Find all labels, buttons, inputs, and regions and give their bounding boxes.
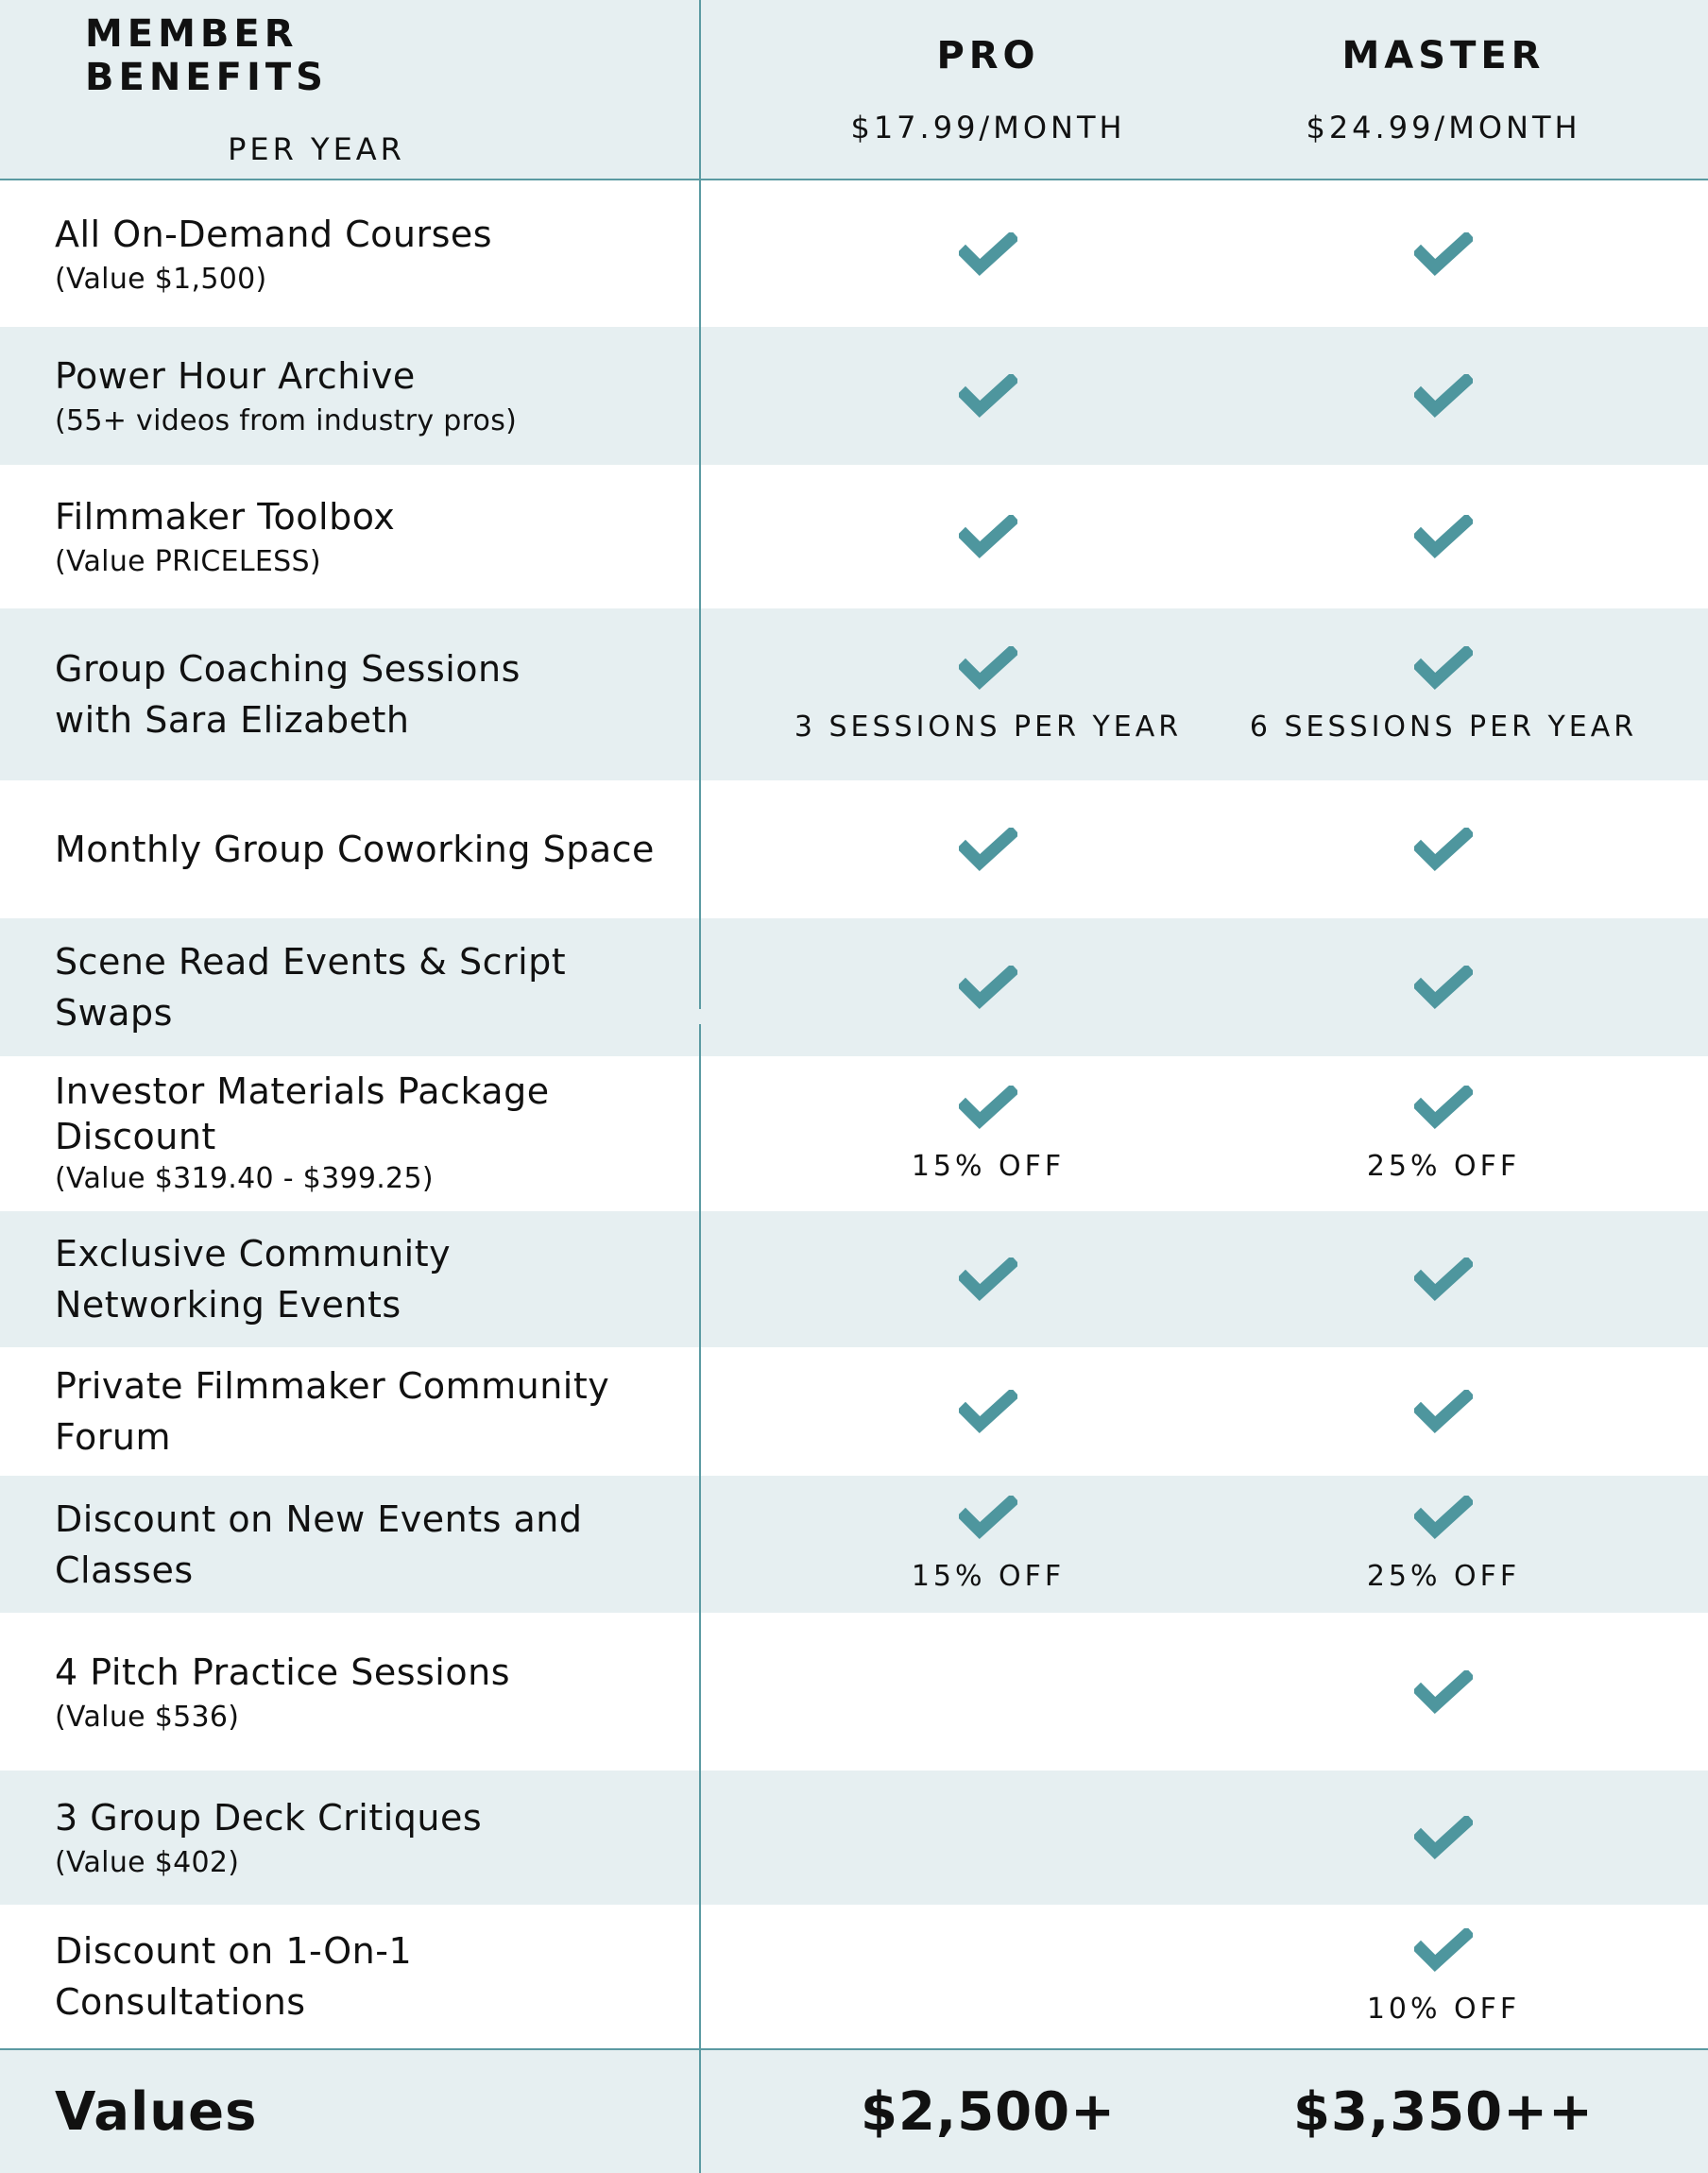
feature-cell xyxy=(55,1476,688,1613)
table-row xyxy=(0,1056,1708,1211)
checkmark-icon xyxy=(1414,374,1473,418)
checkmark-icon xyxy=(1414,1928,1473,1972)
feature-cell xyxy=(55,780,688,918)
master-cell xyxy=(1217,608,1670,780)
feature-title-line: Exclusive Community xyxy=(55,1233,452,1275)
master-value: $3,350++ xyxy=(1293,2080,1594,2143)
master-cell xyxy=(1217,780,1670,918)
pro-note: 3 SESSIONS PER YEAR xyxy=(794,710,1183,744)
pro-cell xyxy=(761,1347,1215,1476)
table-row xyxy=(0,1211,1708,1347)
checkmark-icon xyxy=(959,515,1017,558)
column-divider xyxy=(699,0,701,1009)
feature-title: Monthly Group Coworking Space xyxy=(55,829,655,870)
pro-value-cell xyxy=(761,2050,1215,2173)
feature-title-line: Group Coaching Sessions xyxy=(55,648,521,690)
feature-cell xyxy=(55,1347,688,1476)
values-row xyxy=(0,2050,1708,2173)
feature-subtitle: (Value $319.40 - $399.25) xyxy=(55,1162,434,1195)
master-cell xyxy=(1217,1905,1670,2048)
values-label: Values xyxy=(55,2080,258,2143)
table-row xyxy=(0,918,1708,1056)
pro-price: $17.99/MONTH xyxy=(850,110,1126,145)
table-row xyxy=(0,1613,1708,1771)
pro-cell xyxy=(761,1211,1215,1347)
checkmark-icon xyxy=(1414,966,1473,1009)
benefits-subtitle: PER YEAR xyxy=(228,131,405,167)
feature-title-line: Private Filmmaker Community xyxy=(55,1365,610,1407)
checkmark-icon xyxy=(959,1086,1017,1129)
benefits-header xyxy=(85,0,548,180)
table-row xyxy=(0,1905,1708,2048)
master-value-cell xyxy=(1217,2050,1670,2173)
pro-cell xyxy=(761,180,1215,327)
pro-cell xyxy=(761,780,1215,918)
master-cell xyxy=(1217,1056,1670,1211)
master-cell xyxy=(1217,918,1670,1056)
checkmark-icon xyxy=(1414,515,1473,558)
pro-cell xyxy=(761,1056,1215,1211)
feature-cell xyxy=(55,1771,688,1905)
checkmark-icon xyxy=(1414,232,1473,276)
checkmark-icon xyxy=(959,374,1017,418)
checkmark-icon xyxy=(959,1390,1017,1433)
pro-note: 15% OFF xyxy=(911,1560,1066,1593)
values-label-cell xyxy=(55,2050,688,2173)
checkmark-icon xyxy=(1414,1496,1473,1539)
checkmark-icon xyxy=(1414,1816,1473,1859)
pro-header xyxy=(761,0,1215,180)
feature-subtitle: (Value $536) xyxy=(55,1700,240,1734)
master-cell xyxy=(1217,180,1670,327)
checkmark-icon xyxy=(959,966,1017,1009)
feature-cell xyxy=(55,465,688,608)
table-row xyxy=(0,1347,1708,1476)
master-cell xyxy=(1217,327,1670,465)
benefits-title: MEMBER BENEFITS xyxy=(85,12,328,99)
feature-title: Power Hour Archive xyxy=(55,355,416,397)
checkmark-icon xyxy=(1414,828,1473,871)
pro-cell xyxy=(761,327,1215,465)
checkmark-icon xyxy=(959,1258,1017,1301)
pro-cell xyxy=(761,918,1215,1056)
feature-cell xyxy=(55,608,688,780)
feature-cell xyxy=(55,327,688,465)
feature-title: 3 Group Deck Critiques xyxy=(55,1797,483,1839)
feature-title-line: with Sara Elizabeth xyxy=(55,699,410,741)
feature-title: 4 Pitch Practice Sessions xyxy=(55,1651,510,1693)
checkmark-icon xyxy=(959,828,1017,871)
checkmark-icon xyxy=(1414,1670,1473,1714)
master-note: 25% OFF xyxy=(1366,1149,1521,1183)
header-row xyxy=(0,0,1708,180)
feature-cell xyxy=(55,1211,688,1347)
table-row xyxy=(0,465,1708,608)
feature-cell xyxy=(55,1613,688,1771)
feature-subtitle: (Value $1,500) xyxy=(55,262,267,296)
feature-subtitle: (55+ videos from industry pros) xyxy=(55,404,518,437)
table-row xyxy=(0,1476,1708,1613)
feature-title-line: Investor Materials Package xyxy=(55,1070,550,1112)
checkmark-icon xyxy=(959,646,1017,690)
master-note: 10% OFF xyxy=(1366,1992,1521,2026)
feature-title-line: Consultations xyxy=(55,1981,306,2023)
master-cell xyxy=(1217,1613,1670,1771)
master-cell xyxy=(1217,1771,1670,1905)
feature-title-line: Classes xyxy=(55,1548,194,1591)
pro-cell xyxy=(761,1476,1215,1613)
table-row xyxy=(0,1771,1708,1905)
master-note: 6 SESSIONS PER YEAR xyxy=(1249,710,1638,744)
feature-cell xyxy=(55,918,688,1056)
feature-cell xyxy=(55,180,688,327)
table-row xyxy=(0,780,1708,918)
feature-title: Filmmaker Toolbox xyxy=(55,496,396,538)
table-row xyxy=(0,327,1708,465)
feature-subtitle: (Value PRICELESS) xyxy=(55,545,321,578)
master-title: MASTER xyxy=(1341,34,1546,77)
feature-title-line: Forum xyxy=(55,1416,171,1458)
feature-title-line: Discount on 1-On-1 xyxy=(55,1930,413,1972)
master-cell xyxy=(1217,465,1670,608)
table-row xyxy=(0,180,1708,327)
master-cell xyxy=(1217,1347,1670,1476)
master-note: 25% OFF xyxy=(1366,1560,1521,1593)
column-divider xyxy=(699,1024,701,2173)
feature-title-line: Discount on New Events and xyxy=(55,1497,583,1540)
feature-subtitle: (Value $402) xyxy=(55,1846,240,1879)
checkmark-icon xyxy=(1414,1258,1473,1301)
table-row xyxy=(0,608,1708,780)
pro-title: PRO xyxy=(936,34,1040,77)
master-header xyxy=(1217,0,1670,180)
master-cell xyxy=(1217,1476,1670,1613)
master-cell xyxy=(1217,1211,1670,1347)
checkmark-icon xyxy=(1414,646,1473,690)
checkmark-icon xyxy=(959,232,1017,276)
feature-title-line: Networking Events xyxy=(55,1284,401,1326)
checkmark-icon xyxy=(1414,1390,1473,1433)
feature-title-line: Scene Read Events & Script xyxy=(55,941,567,983)
feature-cell xyxy=(55,1905,688,2048)
pro-cell xyxy=(761,608,1215,780)
pro-cell xyxy=(761,465,1215,608)
feature-cell xyxy=(55,1056,688,1211)
feature-title-line: Discount xyxy=(55,1116,216,1157)
pro-value: $2,500+ xyxy=(860,2080,1117,2143)
pro-note: 15% OFF xyxy=(911,1149,1066,1183)
feature-title-line: Swaps xyxy=(55,992,173,1034)
feature-title: All On-Demand Courses xyxy=(55,213,493,255)
master-price: $24.99/MONTH xyxy=(1306,110,1581,145)
checkmark-icon xyxy=(1414,1086,1473,1129)
checkmark-icon xyxy=(959,1496,1017,1539)
